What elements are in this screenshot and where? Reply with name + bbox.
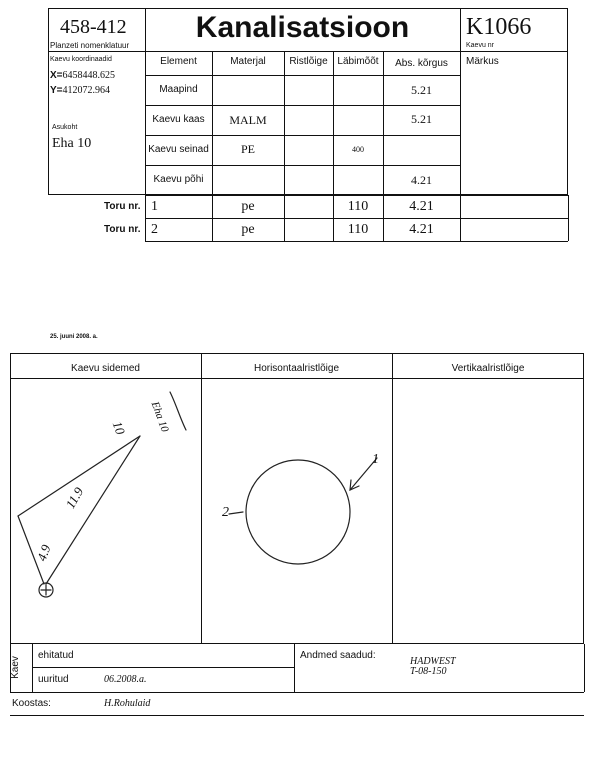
author-value: H.Rohulaid bbox=[104, 698, 151, 709]
pipe-label: Toru nr. bbox=[104, 201, 141, 212]
pipe-diameter: 110 bbox=[347, 222, 369, 237]
sketch-note-length: 11.9 bbox=[62, 484, 87, 511]
built-label: ehitatud bbox=[38, 650, 74, 661]
y-value: 412072.964 bbox=[62, 85, 111, 96]
col-header-element: Element bbox=[160, 56, 197, 67]
row-material: PE bbox=[240, 142, 255, 156]
sketch-col-connections: Kaevu sidemed bbox=[71, 363, 140, 374]
sketch-note-pipe-2: 2 bbox=[222, 505, 229, 520]
location-value: Eha 10 bbox=[52, 136, 92, 151]
col-header-diameter: Läbimõõt bbox=[337, 56, 379, 67]
pipe-material: pe bbox=[241, 199, 255, 214]
row-element: Maapind bbox=[159, 84, 198, 95]
pipe-number: 1 bbox=[151, 199, 158, 214]
col-header-material: Materjal bbox=[230, 56, 266, 67]
pipe-number: 2 bbox=[151, 222, 158, 237]
measured-label: uuritud bbox=[38, 674, 69, 685]
author-label: Koostas: bbox=[12, 698, 51, 709]
connection-sketch bbox=[10, 378, 201, 644]
sketch-col-horizontal: Horisontaalristlõige bbox=[253, 363, 340, 374]
x-coordinate bbox=[50, 70, 115, 81]
sketch-note-address: Eha 10 bbox=[148, 400, 171, 434]
pipe-material: pe bbox=[241, 222, 255, 237]
page-title: Kanalisatsioon bbox=[195, 11, 410, 44]
x-value: 6458448.625 bbox=[62, 70, 116, 81]
row-elevation: 4.21 bbox=[411, 173, 432, 187]
col-header-notes: Märkus bbox=[466, 56, 499, 67]
row-element: Kaevu põhi bbox=[153, 174, 204, 185]
y-coordinate bbox=[50, 85, 110, 96]
pipe-diameter: 110 bbox=[347, 199, 369, 214]
sketch-note-pipe-1: 1 bbox=[372, 452, 379, 467]
map-sheet-caption: Planzeti nomenklatuur bbox=[50, 41, 130, 50]
pipe-label: Toru nr. bbox=[104, 224, 141, 235]
sketch-note-distance: 10 bbox=[109, 419, 129, 437]
row-element: Kaevu seinad bbox=[148, 144, 209, 155]
col-header-elevation: Abs. kõrgus bbox=[395, 58, 448, 69]
well-number-caption: Kaevu nr bbox=[466, 42, 495, 49]
pipe-elevation: 4.21 bbox=[409, 199, 434, 214]
row-diameter: 400 bbox=[352, 145, 364, 154]
measured-value: 06.2008.a. bbox=[104, 674, 147, 685]
sketch-col-vertical: Vertikaalristlõige bbox=[451, 363, 525, 374]
x-label: X= bbox=[50, 70, 63, 81]
pipe-elevation: 4.21 bbox=[409, 222, 434, 237]
data-source-label: Andmed saadud: bbox=[300, 650, 376, 661]
coords-label: Kaevu koordinaadid bbox=[50, 56, 112, 63]
row-elevation: 5.21 bbox=[411, 83, 432, 97]
document-date: 25. juuni 2008. a. bbox=[50, 334, 98, 340]
sketch-note-short-length: 4.9 bbox=[33, 542, 54, 564]
data-source-company: HADWEST bbox=[410, 656, 456, 667]
col-header-cross-section: Ristlõige bbox=[289, 56, 328, 67]
location-label: Asukoht bbox=[52, 124, 78, 131]
map-sheet-code: 458-412 bbox=[60, 16, 127, 38]
y-label: Y= bbox=[50, 85, 63, 96]
row-elevation: 5.21 bbox=[411, 112, 432, 126]
well-number: K1066 bbox=[466, 14, 532, 40]
side-label-well: Kaev bbox=[9, 656, 21, 679]
data-source-reference: T-08-150 bbox=[410, 666, 447, 677]
row-element: Kaevu kaas bbox=[152, 114, 205, 125]
horizontal-section-sketch bbox=[201, 378, 392, 644]
row-material: MALM bbox=[229, 113, 267, 127]
